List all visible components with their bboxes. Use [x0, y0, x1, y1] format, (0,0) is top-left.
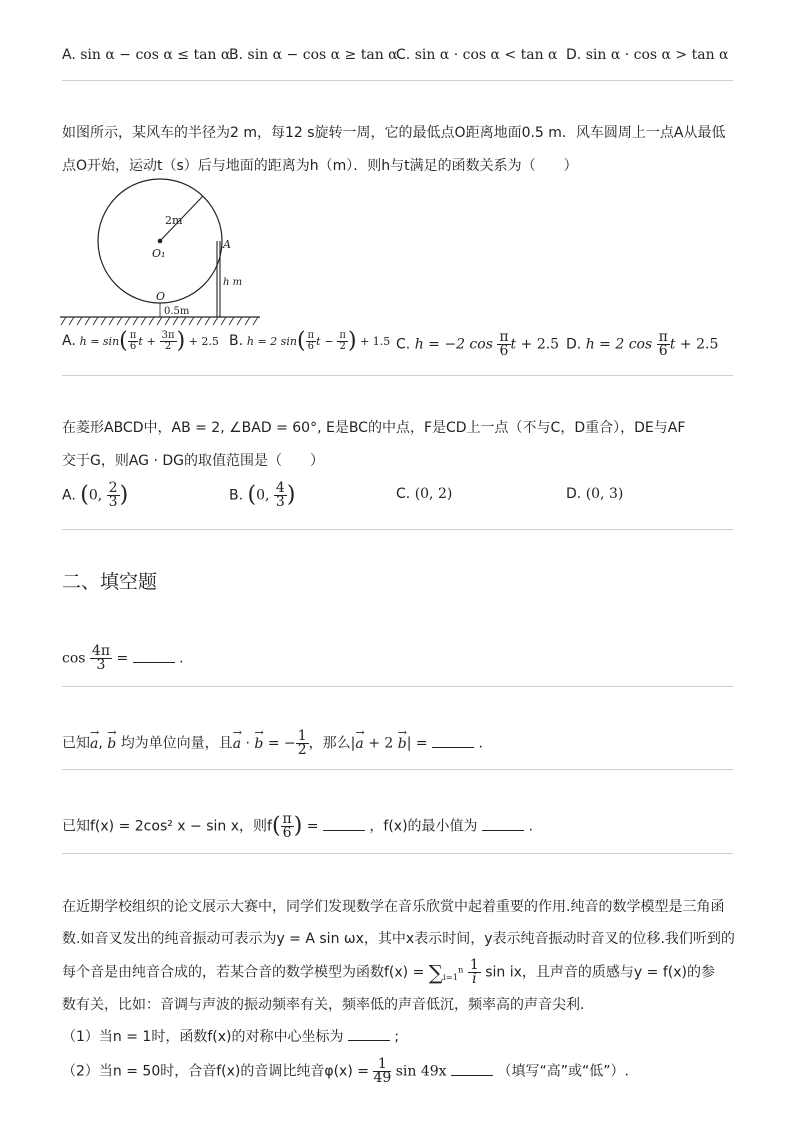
q7-sub2: （2）当n = 50时，合音f(x)的音调比纯音φ(x) = $\frac{1}{49}$ sin 49x （填写“高”或“低”）. [62, 1056, 629, 1086]
q7-stem-line4: 数有关，比如：音调与声波的振动频率有关，频率低的声音低沉，频率高的声音尖利. [62, 997, 585, 1013]
q1-option-d[interactable]: D. sin α · cos α > tan α [566, 47, 729, 63]
point-a-label: A [223, 238, 231, 251]
q7-sub1: （1）当n = 1时，函数f(x)的对称中心坐标为 ; [62, 1029, 400, 1045]
q3-option-b[interactable]: B. (0, $\frac{4}{3}$ ) [229, 480, 296, 510]
q2-option-b[interactable]: B. h = 2 sin( $\frac{\pi}{6}$ t − $\frac{\pi}{2}$ ) + 1.5 [229, 328, 391, 354]
q1-option-a[interactable]: A. sin α − cos α ≤ tan α [62, 47, 231, 63]
divider [62, 853, 733, 854]
q6-stem: 已知f(x) = 2cos² x − sin x，则f( $\frac{\pi}{6}$ ) = ，f(x)的最小值为 . [62, 811, 533, 841]
q3-stem-line1: 在菱形ABCD中，AB = 2, ∠BAD = 60°, E是BC的中点，F是CD上一点（不与C，D重合），DE与AF [62, 420, 686, 436]
divider [62, 80, 733, 81]
point-o-label: O [156, 290, 166, 303]
answer-blank-2[interactable] [482, 817, 524, 831]
section-title: 二、填空题 [62, 571, 158, 593]
divider [62, 375, 733, 376]
answer-blank[interactable] [348, 1027, 390, 1041]
q1-option-c[interactable]: C. sin α · cos α < tan α [396, 47, 558, 63]
q5-stem: 已知→ a, → b 均为单位向量，且→ a · → b = − $\frac{1}{2}$ ，那么|→ a + 2 → b| = . [62, 730, 483, 757]
answer-blank[interactable] [432, 734, 474, 748]
q3-stem-line2: 交于G，则AG · DG的取值范围是（ ） [62, 453, 325, 469]
answer-blank[interactable] [451, 1062, 493, 1076]
q2-option-c[interactable]: C. h = −2 cos $\frac{\pi}{6}$ t + 2.5 [396, 329, 560, 359]
windmill-figure [60, 178, 260, 326]
q3-option-c[interactable]: C. (0, 2) [396, 486, 453, 502]
q2-stem-line1: 如图所示，某风车的半径为2 m，每12 s旋转一周，它的最低点O距离地面0.5 m．风车圆周上一点A从最低 [62, 125, 726, 141]
answer-blank-1[interactable] [323, 817, 365, 831]
q2-option-d[interactable]: D. h = 2 cos $\frac{\pi}{6}$ t + 2.5 [566, 329, 719, 359]
height-label: h m [223, 277, 243, 288]
divider [62, 686, 733, 687]
answer-blank[interactable] [133, 649, 175, 663]
q3-option-a[interactable]: A. (0, $\frac{2}{3}$ ) [62, 480, 129, 510]
q7-stem-line2: 数.如音叉发出的纯音振动可表示为y = A sin ωx，其中x表示时间，y表示纯音振动时音叉的位移.我们听到的 [62, 931, 735, 947]
q7-stem-line1: 在近期学校组织的论文展示大赛中，同学们发现数学在音乐欣赏中起着重要的作用.纯音的数学模型是三角函 [62, 899, 725, 915]
q2-stem-line2: 点O开始，运动t（s）后与地面的距离为h（m）．则h与t满足的函数关系为（ ） [62, 158, 578, 174]
ground-gap-label: 0.5m [164, 306, 190, 317]
q4-stem: cos $\frac{4\pi}{3}$ = . [62, 643, 184, 673]
q2-option-a[interactable]: A. h = sin( $\frac{\pi}{6}$ t + $\frac{3\pi}{2}$ ) + 2.5 [62, 328, 219, 354]
q3-option-d[interactable]: D. (0, 3) [566, 486, 624, 502]
center-label: O₁ [152, 247, 166, 260]
radius-label: 2m [165, 214, 183, 227]
divider [62, 769, 733, 770]
q1-option-b[interactable]: B. sin α − cos α ≥ tan α [229, 47, 398, 63]
q7-stem-line3: 每个音是由纯音合成的，若某合音的数学模型为函数$f(x) = \sum_{i=1}^n$ $\frac{1}{i}$ sin ix，且声音的质感与y = f(x)的参 [62, 957, 715, 987]
divider [62, 529, 733, 530]
